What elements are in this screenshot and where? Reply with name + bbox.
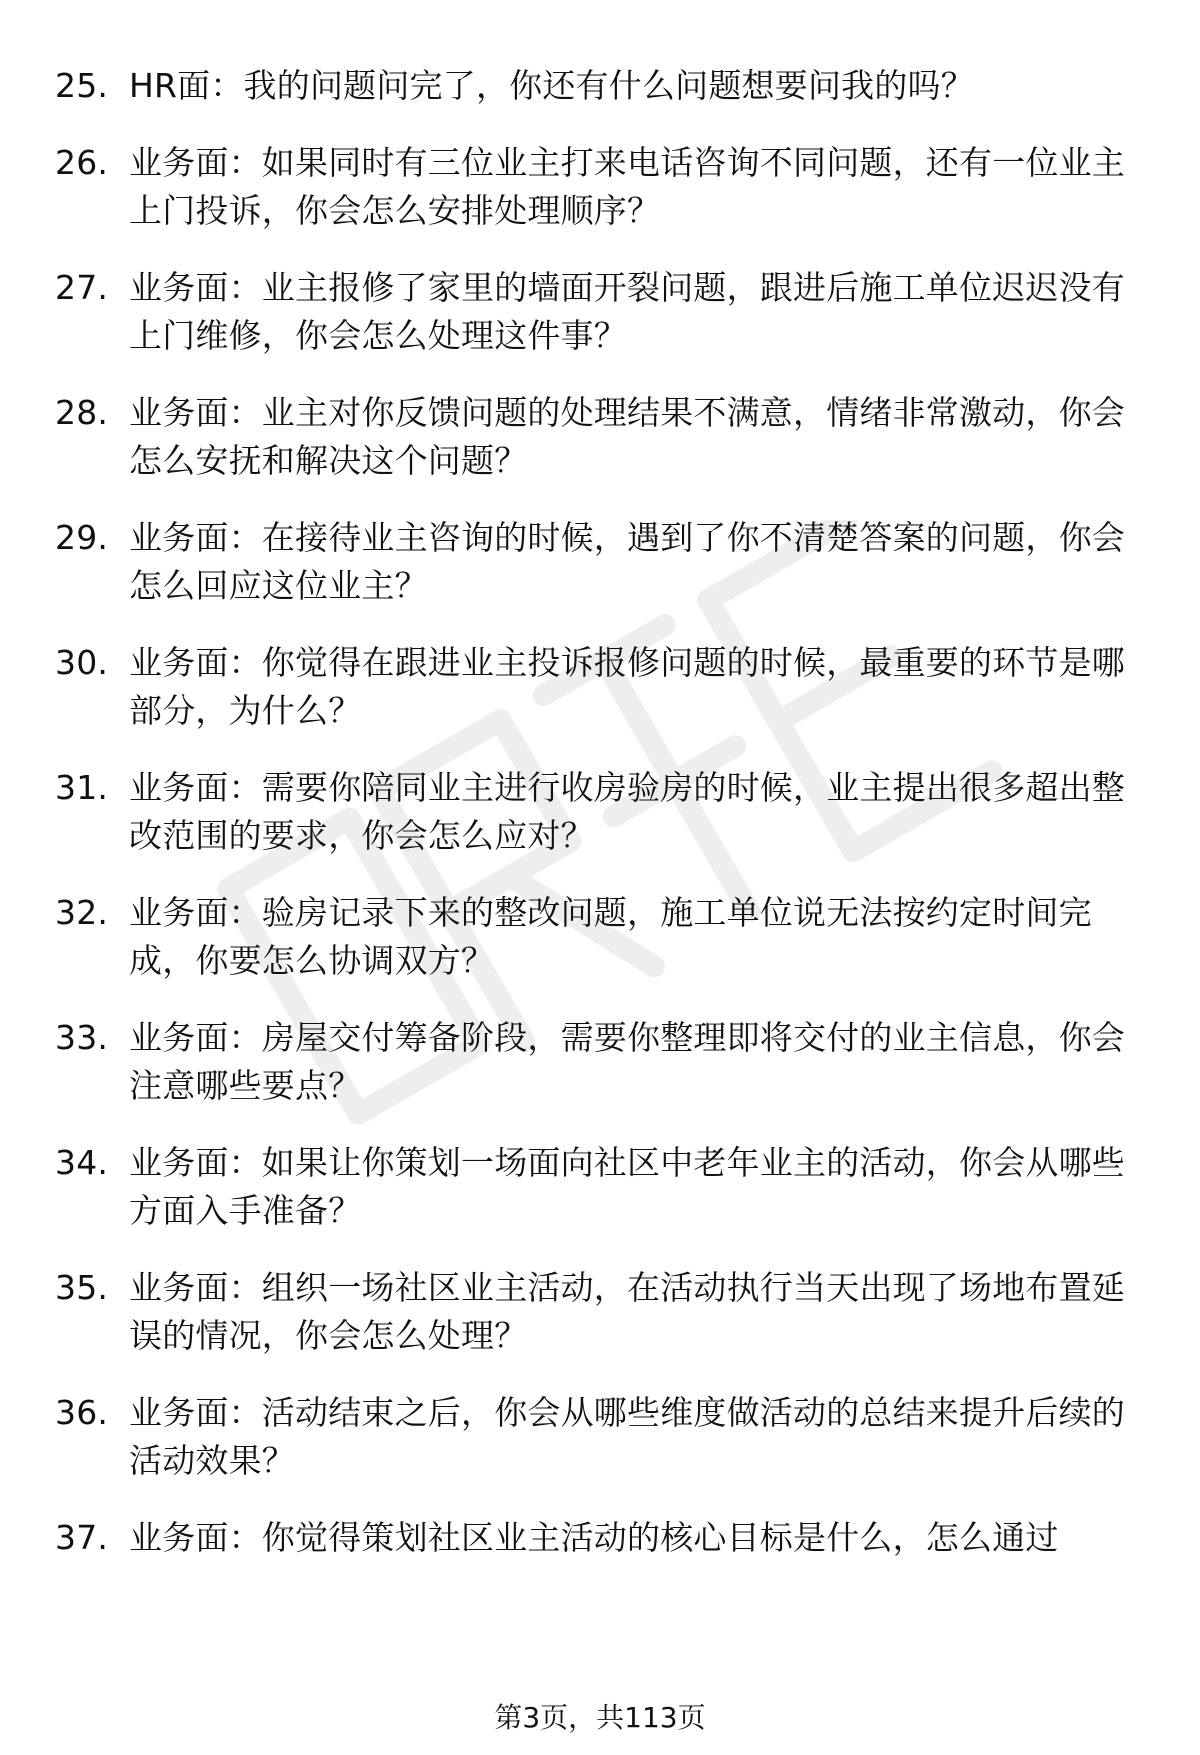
list-item	[55, 1514, 1145, 1562]
question-number: 30.	[55, 643, 109, 682]
question-number: 29.	[55, 518, 109, 557]
list-item	[55, 389, 1145, 485]
question-number: 26.	[55, 143, 109, 182]
question-number: 28.	[55, 393, 109, 432]
page-number-footer: 第3页，共113页	[494, 1701, 706, 1734]
list-item	[55, 62, 1145, 110]
list-item	[55, 1264, 1145, 1360]
list-item	[55, 1139, 1145, 1235]
question-number: 27.	[55, 268, 109, 307]
question-text: 业务面：验房记录下来的整改问题，施工单位说无法按约定时间完成，你要怎么协调双方？	[129, 893, 1092, 980]
question-text: 业务面：房屋交付筹备阶段，需要你整理即将交付的业主信息，你会注意哪些要点？	[129, 1018, 1125, 1105]
question-number: 33.	[55, 1018, 109, 1057]
question-text: 业务面：活动结束之后，你会从哪些维度做活动的总结来提升后续的活动效果？	[129, 1393, 1125, 1480]
list-item	[55, 1014, 1145, 1110]
question-text: 业务面：需要你陪同业主进行收房验房的时候，业主提出很多超出整改范围的要求，你会怎么应对？	[129, 768, 1125, 855]
list-item	[55, 139, 1145, 235]
list-item	[55, 514, 1145, 610]
list-item	[55, 764, 1145, 860]
question-text: 业务面：业主报修了家里的墙面开裂问题，跟进后施工单位迟迟没有上门维修，你会怎么处理这件事？	[129, 268, 1125, 355]
question-number: 31.	[55, 768, 109, 807]
question-number: 35.	[55, 1268, 109, 1307]
question-number: 34.	[55, 1143, 109, 1182]
question-text: 业务面：你觉得在跟进业主投诉报修问题的时候，最重要的环节是哪部分，为什么？	[129, 643, 1125, 730]
question-text: 业务面：在接待业主咨询的时候，遇到了你不清楚答案的问题，你会怎么回应这位业主？	[129, 518, 1125, 605]
list-item	[55, 889, 1145, 985]
question-list	[55, 62, 1145, 1591]
question-number: 32.	[55, 893, 109, 932]
question-number: 25.	[55, 66, 109, 105]
question-number: 36.	[55, 1393, 109, 1432]
question-text: 业务面：你觉得策划社区业主活动的核心目标是什么，怎么通过	[129, 1518, 1059, 1557]
question-text: HR面：我的问题问完了，你还有什么问题想要问我的吗？	[129, 66, 974, 105]
question-text: 业务面：组织一场社区业主活动，在活动执行当天出现了场地布置延误的情况，你会怎么处理？	[129, 1268, 1125, 1355]
list-item	[55, 1389, 1145, 1485]
question-number: 37.	[55, 1518, 109, 1557]
question-text: 业务面：如果让你策划一场面向社区中老年业主的活动，你会从哪些方面入手准备？	[129, 1143, 1125, 1230]
list-item	[55, 264, 1145, 360]
list-item	[55, 639, 1145, 735]
question-text: 业务面：如果同时有三位业主打来电话咨询不同问题，还有一位业主上门投诉，你会怎么安排处理顺序？	[129, 143, 1125, 230]
question-text: 业务面：业主对你反馈问题的处理结果不满意，情绪非常激动，你会怎么安抚和解决这个问题？	[129, 393, 1125, 480]
